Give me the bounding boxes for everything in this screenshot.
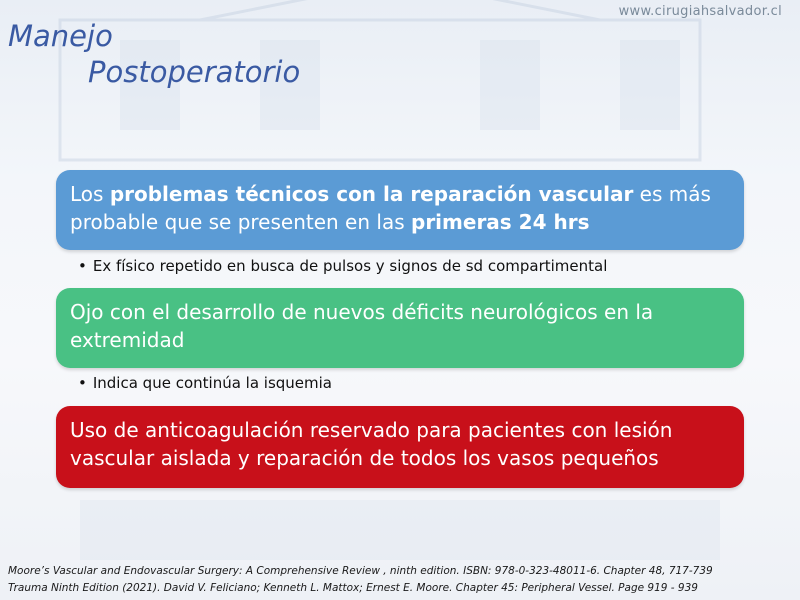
technical-problems-box [56,170,744,250]
neurological-deficit-box [56,288,744,368]
anticoagulation-box [56,406,744,488]
box3-text: Uso de anticoagulación reservado para pacientes con lesión vascular aislada y reparación de todos los vasos pequeños [70,418,673,470]
box2-text: Ojo con el desarrollo de nuevos déficits neurológicos en la extremidad [70,300,654,352]
box1-text-b: es más probable que se presenten en las [70,182,711,234]
bullet-item [78,257,607,275]
bullet-marker: • [78,257,87,275]
references [8,563,798,597]
box1-bold-a: problemas técnicos con la reparación vascular [109,182,634,206]
bullet-marker: • [78,374,87,392]
site-url: www.cirugiahsalvador.cl [618,4,782,19]
reference-2: Trauma Ninth Edition (2021). David V. Feliciano; Kenneth L. Mattox; Ernest E. Moore. Chapter 45: Peripheral Vessel. Page 919 - 939 [8,582,698,594]
bullet-item [78,374,332,392]
bullet-text: Indica que continúa la isquemia [92,374,333,392]
box1-text-a: Los [70,182,110,206]
box1-bold-b: primeras 24 hrs [411,210,590,234]
reference-1: Moore’s Vascular and Endovascular Surgery: A Comprehensive Review , ninth edition. ISBN: 978-0-323-48011-6. Chapter 48, 717-739 [8,565,713,577]
title-line-2: Postoperatorio [88,55,301,89]
title-line-1: Manejo [8,19,113,53]
page-title [8,18,300,90]
bullet-text: Ex físico repetido en busca de pulsos y signos de sd compartimental [92,257,608,275]
